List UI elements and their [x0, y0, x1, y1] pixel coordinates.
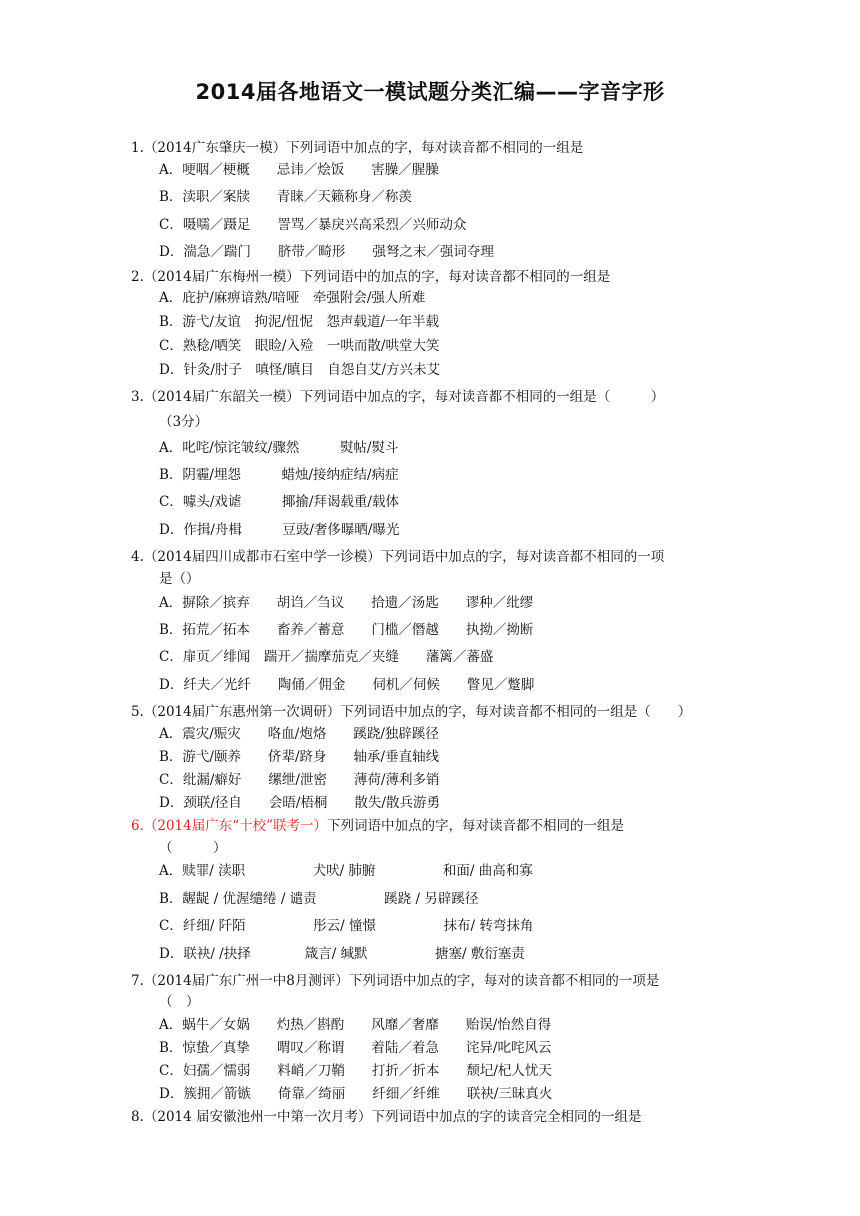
question-7-option-a: A．蜗牛／女娲 灼热／斟酌 风靡／奢靡 贻误/怡然自得: [159, 1017, 552, 1033]
question-6-stem-text: 下列词语中加点的字，每对读音都不相同的一组是: [327, 818, 625, 834]
question-4-option-a: A．摒除／摈弃 胡诌／刍议 拾遗／汤匙 谬种／纰缪: [159, 595, 534, 611]
question-7-stem-continuation: （ ）: [159, 994, 200, 1010]
question-7-option-c: C．妇孺／懦弱 料峭／刀鞘 打折／折本 颓圮/杞人忧天: [159, 1063, 552, 1079]
question-5-stem: 5.（2014届广东惠州第一次调研）下列词语中加点的字，每对读音都不相同的一组是（ ）: [131, 704, 692, 720]
question-4-stem-continuation: 是（）: [159, 571, 200, 587]
question-1-option-d: D．湍急／踹门 脐带／畸形 强弩之末／强词夺理: [159, 244, 494, 260]
question-3-stem-continuation: （3分）: [159, 414, 209, 430]
question-6-option-a: A．赎罪/ 渎职 犬吠/ 肺腑 和面/ 曲高和寡: [159, 863, 533, 879]
question-5-option-b: B．游弋/颐养 侪辈/跻身 轴承/垂直轴线: [159, 749, 440, 765]
question-7-option-b: B．惊蛰／真挚 喟叹／称谓 着陆／着急 诧异/叱咤风云: [159, 1040, 552, 1056]
question-3-option-c: C．噱头/戏谑 揶揄/拜谒载重/载体: [159, 494, 399, 510]
question-6-stem: [131, 817, 624, 835]
page-title: 2014届各地语文一模试题分类汇编——字音字形: [195, 80, 665, 104]
question-2-stem: 2.（2014届广东梅州一模）下列词语中的加点的字，每对读音都不相同的一组是: [131, 269, 611, 285]
question-1-option-c: C．嗫嚅／蹑足 詈骂／暴戾兴高采烈／兴师动众: [159, 217, 467, 233]
question-8-stem: 8.（2014 届安徽池州一中第一次月考）下列词语中加点的字的读音完全相同的一组是: [131, 1109, 642, 1125]
question-3-option-d: D．作揖/舟楫 豆豉/奢侈曝晒/曝光: [159, 522, 400, 538]
question-4-option-d: D．纤夫／光纤 陶俑／佣金 伺机／伺候 瞥见／蹩脚: [159, 677, 535, 693]
question-7-option-d: D．簇拥／箭镞 倚靠／绮丽 纤细／纤维 联袂/三昧真火: [159, 1086, 553, 1102]
question-4-stem: 4.（2014届四川成都市石室中学一诊模）下列词语中加点的字，每对读音都不相同的一项: [131, 549, 665, 565]
question-3-option-b: B．阴霾/埋怨 蜡烛/接纳症结/病症: [159, 467, 399, 483]
question-6-option-c: C．纤细/ 阡陌 彤云/ 憧憬 抹布/ 转弯抹角: [159, 918, 534, 934]
question-5-option-a: A．震灾/赈灾 咯血/炮烙 蹊跷/独辟蹊径: [159, 726, 439, 742]
question-6-source: 6.（2014届广东“十校”联考一）: [131, 818, 328, 834]
question-4-option-b: B．拓荒／拓本 畜养／蓄意 门槛／僭越 执拗／拗断: [159, 622, 534, 638]
question-6-option-d: D．联袂/ /抉择 箴言/ 缄默 搪塞/ 敷衍塞责: [159, 946, 525, 962]
question-5-option-c: C．纰漏/癖好 缧绁/泄密 薄荷/薄利多销: [159, 772, 440, 788]
question-4-option-c: C．扉页／绯闻 踹开／揣摩茄克／夹缝 藩篱／蕃盛: [159, 649, 494, 665]
question-7-stem: 7.（2014届广东广州一中8月测评）下列词语中加点的字，每对的读音都不相同的一项是: [131, 973, 660, 989]
question-2-option-b: B．游弋/友谊 拘泥/忸怩 怨声载道/一年半载: [159, 314, 440, 330]
question-6-stem-continuation: （ ）: [159, 840, 227, 856]
question-1-stem: 1.（2014广东肇庆一模）下列词语中加点的字，每对读音都不相同的一组是: [131, 140, 584, 156]
question-6-option-b: B．龌龊 / 优渥缱绻 / 谴责 蹊跷 / 另辟蹊径: [159, 891, 479, 907]
question-1-option-a: A．哽咽／梗概 忌讳／烩饭 害臊／腥臊: [159, 162, 439, 178]
question-5-option-d: D．颈联/径自 会晤/梧桐 散失/散兵游勇: [159, 795, 440, 811]
question-2-option-d: D．针灸/肘子 嗔怪/瞋目 自怨自艾/方兴未艾: [159, 362, 440, 378]
question-3-option-a: A．叱咤/惊诧皱纹/骤然 熨帖/熨斗: [159, 440, 399, 456]
question-3-stem: 3.（2014届广东韶关一模）下列词语中加点的字，每对读音都不相同的一组是（ ）: [131, 389, 665, 405]
question-2-option-a: A．庇护/麻痹谙熟/喑哑 牵强附会/强人所难: [159, 290, 426, 306]
question-1-option-b: B．渎职／案牍 青睐／天籁称身／称羡: [159, 189, 412, 205]
question-2-option-c: C．熟稔/哂笑 眼睑/入殓 一哄而散/哄堂大笑: [159, 338, 440, 354]
